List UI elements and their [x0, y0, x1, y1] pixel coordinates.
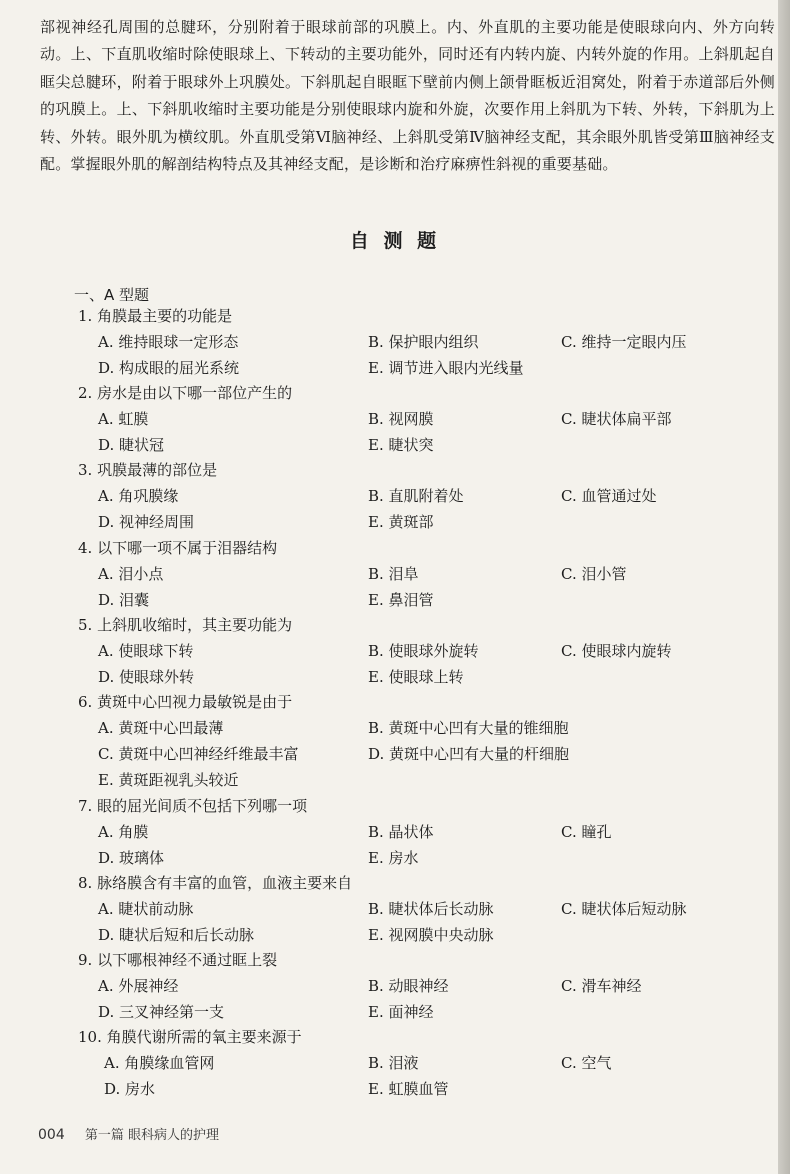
- option-d: D. 视神经周围: [98, 513, 195, 531]
- option-e: E. 视网膜中央动脉: [368, 926, 494, 944]
- option-d: D. 使眼球外转: [98, 668, 195, 686]
- intro-text: 部视神经孔周围的总腱环，分别附着于眼球前部的巩膜上。内、外直肌的主要功能是使眼球向内、外方向转动。上、下直肌收缩时除使眼球上、下转动的主要功能外，同时还有内转内旋、内转外旋的作用。上斜肌起自眶尖总腱环，附着于眼球外上巩膜处。下斜肌起自眼眶下壁前内侧上颌骨眶板近泪窝处，附着于赤道部后外侧的巩膜上。上、下斜肌收缩时主要功能是分别使眼球内旋和外旋，次要作用上斜肌为下转、外转，下斜肌为上转、外转。眼外肌为横纹肌。外直肌受第Ⅵ脑神经、上斜肌受第Ⅳ脑神经支配，其余眼外肌皆受第Ⅲ脑神经支配。掌握眼外肌的解剖结构特点及其神经支配，是诊断和治疗麻痹性斜视的重要基础。: [40, 18, 775, 174]
- option-c: C. 血管通过处: [561, 487, 657, 505]
- option-b: B. 泪阜: [368, 565, 419, 583]
- option-e: E. 房水: [368, 849, 419, 867]
- option-d: D. 三叉神经第一支: [98, 1003, 225, 1021]
- option-b: B. 动眼神经: [368, 977, 449, 995]
- question-stem: 2. 房水是由以下哪一部位产生的: [78, 384, 293, 402]
- option-c: C. 睫状体扁平部: [561, 410, 672, 428]
- question-stem: 1. 角膜最主要的功能是: [78, 307, 233, 325]
- option-d: D. 玻璃体: [98, 849, 165, 867]
- option-a: A. 泪小点: [98, 565, 164, 583]
- question-stem: 7. 眼的屈光间质不包括下列哪一项: [78, 797, 308, 815]
- page-edge: [778, 0, 790, 1174]
- option-c: C. 睫状体后短动脉: [561, 900, 687, 918]
- option-c: C. 空气: [561, 1054, 612, 1072]
- option-a: A. 维持眼球一定形态: [98, 333, 239, 351]
- option-a: A. 使眼球下转: [98, 642, 194, 660]
- option-e: E. 使眼球上转: [368, 668, 464, 686]
- section-title: 自 测 题: [349, 230, 441, 252]
- option-a: A. 虹膜: [98, 410, 149, 428]
- page-number: 004: [38, 1127, 65, 1143]
- option-a: A. 角膜缘血管网: [104, 1054, 215, 1072]
- section-heading: 一、A 型题: [74, 286, 150, 304]
- option-c: C. 使眼球内旋转: [561, 642, 672, 660]
- option-e: E. 黄斑距视乳头较近: [98, 771, 239, 789]
- option-e: E. 黄斑部: [368, 513, 434, 531]
- option-d: D. 睫状后短和后长动脉: [98, 926, 255, 944]
- option-a: A. 角膜: [98, 823, 149, 841]
- question-stem: 10. 角膜代谢所需的氧主要来源于: [78, 1028, 302, 1046]
- option-c: C. 泪小管: [561, 565, 627, 583]
- option-e: E. 虹膜血管: [368, 1080, 449, 1098]
- option-a: A. 外展神经: [98, 977, 179, 995]
- option-c: C. 黄斑中心凹神经纤维最丰富: [98, 745, 299, 763]
- footer-text: 第一篇 眼科病人的护理: [84, 1128, 220, 1143]
- option-c: C. 滑车神经: [561, 977, 642, 995]
- page-footer: [38, 1124, 219, 1143]
- question-stem: 9. 以下哪根神经不通过眶上裂: [78, 951, 278, 969]
- option-b: B. 睫状体后长动脉: [368, 900, 494, 918]
- option-a: A. 角巩膜缘: [98, 487, 179, 505]
- question-stem: 5. 上斜肌收缩时，其主要功能为: [78, 616, 293, 634]
- option-b: B. 晶状体: [368, 823, 434, 841]
- option-b: B. 泪液: [368, 1054, 419, 1072]
- option-b: B. 视网膜: [368, 410, 434, 428]
- option-e: E. 调节进入眼内光线量: [368, 359, 524, 377]
- option-b: B. 直肌附着处: [368, 487, 464, 505]
- option-b: B. 使眼球外旋转: [368, 642, 479, 660]
- option-d: D. 房水: [104, 1080, 156, 1098]
- question-stem: 3. 巩膜最薄的部位是: [78, 461, 218, 479]
- option-d: D. 构成眼的屈光系统: [98, 359, 240, 377]
- option-a: A. 睫状前动脉: [98, 900, 194, 918]
- question-stem: 6. 黄斑中心凹视力最敏锐是由于: [78, 693, 293, 711]
- option-b: B. 保护眼内组织: [368, 333, 479, 351]
- question-stem: 8. 脉络膜含有丰富的血管，血液主要来自: [78, 874, 353, 892]
- option-b: B. 黄斑中心凹有大量的锥细胞: [368, 719, 569, 737]
- option-e: E. 鼻泪管: [368, 591, 434, 609]
- intro-paragraph: [40, 14, 775, 178]
- option-a: A. 黄斑中心凹最薄: [98, 719, 224, 737]
- option-d: D. 睫状冠: [98, 436, 165, 454]
- option-e: E. 睫状突: [368, 436, 434, 454]
- option-d: D. 泪囊: [98, 591, 150, 609]
- question-stem: 4. 以下哪一项不属于泪器结构: [78, 539, 278, 557]
- option-d: D. 黄斑中心凹有大量的杆细胞: [368, 745, 570, 763]
- option-c: C. 瞳孔: [561, 823, 612, 841]
- option-e: E. 面神经: [368, 1003, 434, 1021]
- option-c: C. 维持一定眼内压: [561, 333, 687, 351]
